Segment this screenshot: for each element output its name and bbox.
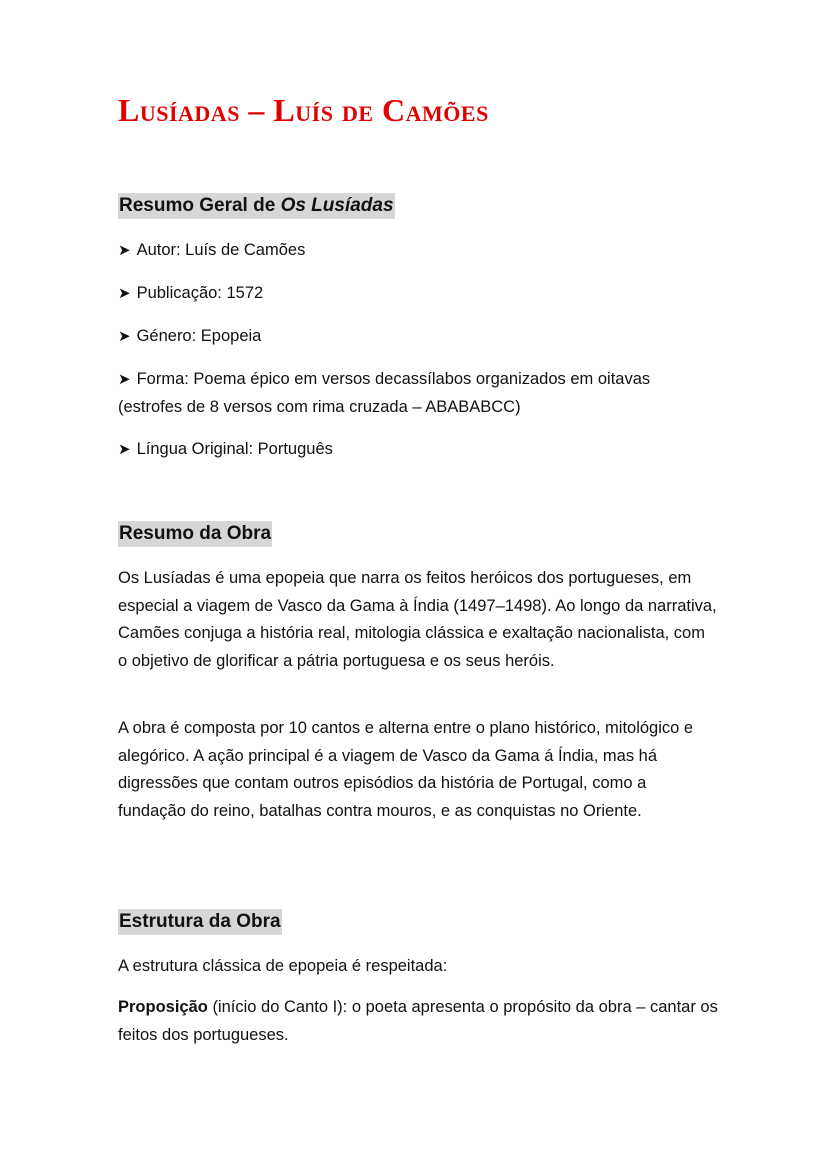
list-item-autor	[118, 237, 718, 265]
section-heading-resumo-obra: Resumo da Obra	[118, 521, 272, 547]
section-heading-resumo-geral	[118, 193, 395, 219]
document-title: Lusíadas – Luís de Camões	[118, 92, 489, 128]
paragraph-estrutura-intro: A estrutura clássica de epopeia é respeitada:	[118, 957, 448, 975]
paragraph-resumo-1: Os Lusíadas é uma epopeia que narra os feitos heróicos dos portugueses, em especial a viagem de Vasco da Gama à Índia (1497–1498). Ao longo da narrativa, Camões conjuga a história real, mitologia clássica e exaltação nacionalista, com o objetivo de glorificar a pátria portuguesa e os seus heróis.	[118, 569, 717, 670]
arrow-bullet-icon: ➤	[118, 284, 131, 302]
list-item-continuation: (estrofes de 8 versos com rima cruzada – ABABABCC)	[118, 397, 521, 416]
list-item-forma	[118, 366, 718, 421]
proposicao-description: (início do Canto I): o poeta apresenta o propósito da obra – cantar os feitos dos portugueses.	[118, 998, 718, 1044]
list-item-lingua	[118, 436, 718, 464]
section-heading-estrutura: Estrutura da Obra	[118, 909, 282, 935]
list-item-genero	[118, 323, 718, 351]
list-item-text: Forma: Poema épico em versos decassílabos organizados em oitavas	[136, 370, 651, 388]
list-item-publicacao	[118, 280, 718, 308]
paragraph-resumo-2: A obra é composta por 10 cantos e alterna entre o plano histórico, mitológico e alegórico. A ação principal é a viagem de Vasco da Gama á Índia, mas há digressões que contam outros episódios da história de Portugal, como a fundação do reino, batalhas contra mouros, e as conquistas no Oriente.	[118, 719, 694, 820]
arrow-bullet-icon: ➤	[118, 440, 131, 458]
list-item-text: Género: Epopeia	[136, 327, 262, 345]
list-item-text: Publicação: 1572	[136, 284, 264, 302]
term-proposicao: Proposição	[118, 998, 208, 1016]
list-item-text: Autor: Luís de Camões	[136, 241, 306, 259]
paragraph-proposicao	[118, 994, 718, 1049]
arrow-bullet-icon: ➤	[118, 327, 131, 345]
list-item-text: Língua Original: Português	[136, 440, 333, 458]
heading-text: Resumo Geral de	[119, 195, 281, 216]
arrow-bullet-icon: ➤	[118, 241, 131, 259]
arrow-bullet-icon: ➤	[118, 370, 131, 388]
heading-italic-title: Os Lusíadas	[280, 195, 394, 216]
